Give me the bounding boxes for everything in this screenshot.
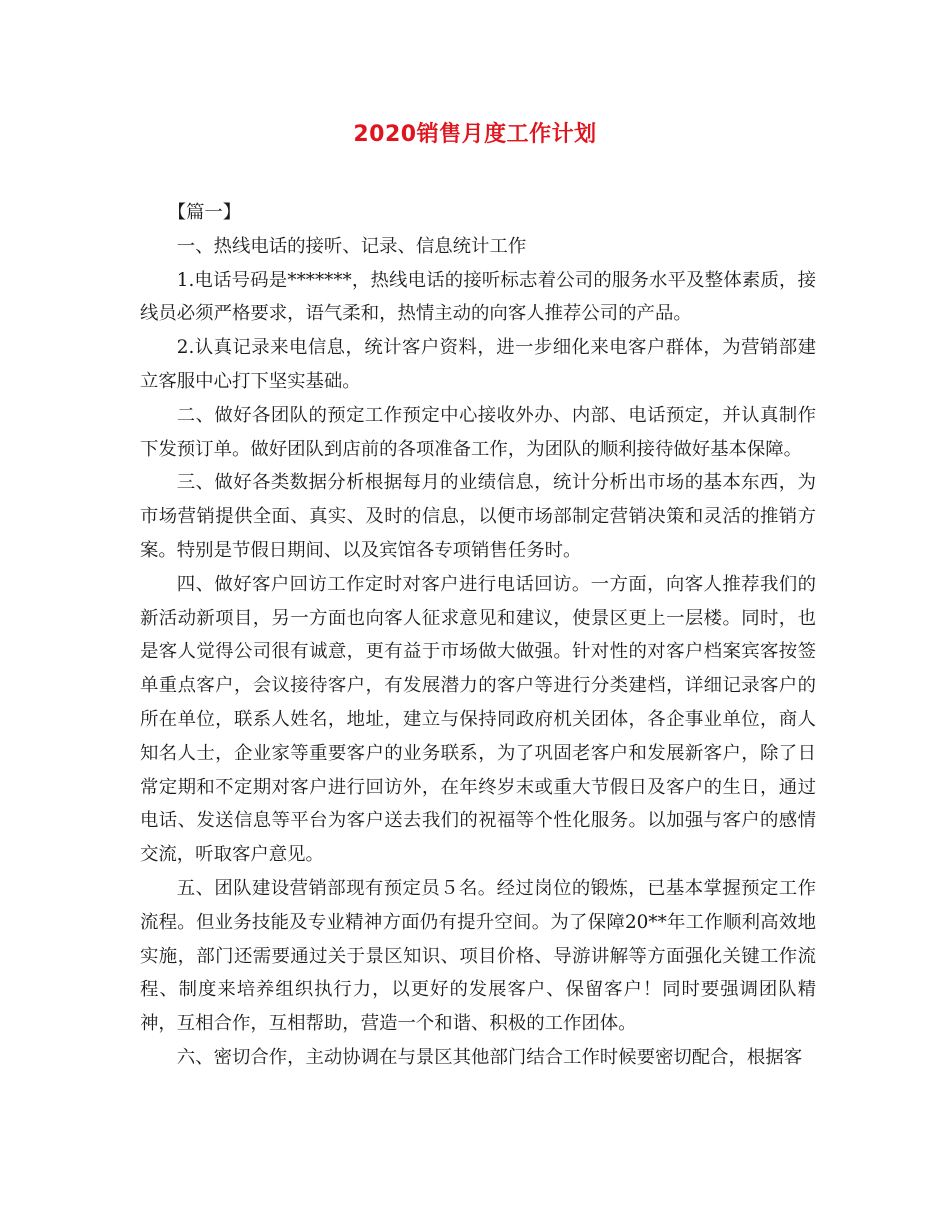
paragraph: 二、做好各团队的预定工作预定中心接收外办、内部、电话预定，并认真制作下发预订单。做好团队到店前的各项准备工作，为团队的顺利接待做好基本保障。	[140, 404, 816, 460]
paragraph: 2.认真记录来电信息，统计客户资料，进一步细化来电客户群体，为营销部建立客服中心打下坚实基础。	[140, 337, 816, 392]
paragraph: 一、热线电话的接听、记录、信息统计工作	[176, 235, 527, 257]
paragraph: 六、密切合作，主动协调在与景区其他部门结合工作时候要密切配合，根据客	[176, 1046, 803, 1068]
paragraph: 五、团队建设营销部现有预定员５名。经过岗位的锻炼，已基本掌握预定工作流程。但业务技能及专业精神方面仍有提升空间。为了保障20**年工作顺利高效地实施，部门还需要通过关于景区知识、项目价格、导游讲解等方面强化关键工作流程、制度来培养组织执行力，以更好的发展客户、保留客户！同时要强调团队精神，互相合作，互相帮助，营造一个和谐、积极的工作团体。	[140, 877, 816, 1035]
document-title: 2020销售月度工作计划	[353, 122, 597, 147]
paragraph: 三、做好各类数据分析根据每月的业绩信息，统计分析出市场的基本东西，为市场营销提供全面、真实、及时的信息，以便市场部制定营销决策和灵活的推销方案。特别是节假日期间、以及宾馆各专项销售任务时。	[140, 472, 816, 561]
document-body	[140, 196, 816, 1075]
paragraph: 1.电话号码是*******，热线电话的接听标志着公司的服务水平及整体素质，接线员必须严格要求，语气柔和，热情主动的向客人推荐公司的产品。	[140, 269, 816, 325]
paragraph: 四、做好客户回访工作定时对客户进行电话回访。一方面，向客人推荐我们的新活动新项目，另一方面也向客人征求意见和建议，使景区更上一层楼。同时，也是客人觉得公司很有诚意，更有益于市场做大做强。针对性的对客户档案宾客按签单重点客户，会议接待客户，有发展潜力的客户等进行分类建档，详细记录客户的所在单位，联系人姓名，地址，建立与保持同政府机关团体，各企事业单位，商人知名人士，企业家等重要客户的业务联系，为了巩固老客户和发展新客户，除了日常定期和不定期对客户进行回访外，在年终岁末或重大节假日及客户的生日，通过电话、发送信息等平台为客户送去我们的祝福等个性化服务。以加强与客户的感情交流，听取客户意见。	[140, 573, 816, 866]
section-heading: 【篇一】	[167, 202, 242, 223]
